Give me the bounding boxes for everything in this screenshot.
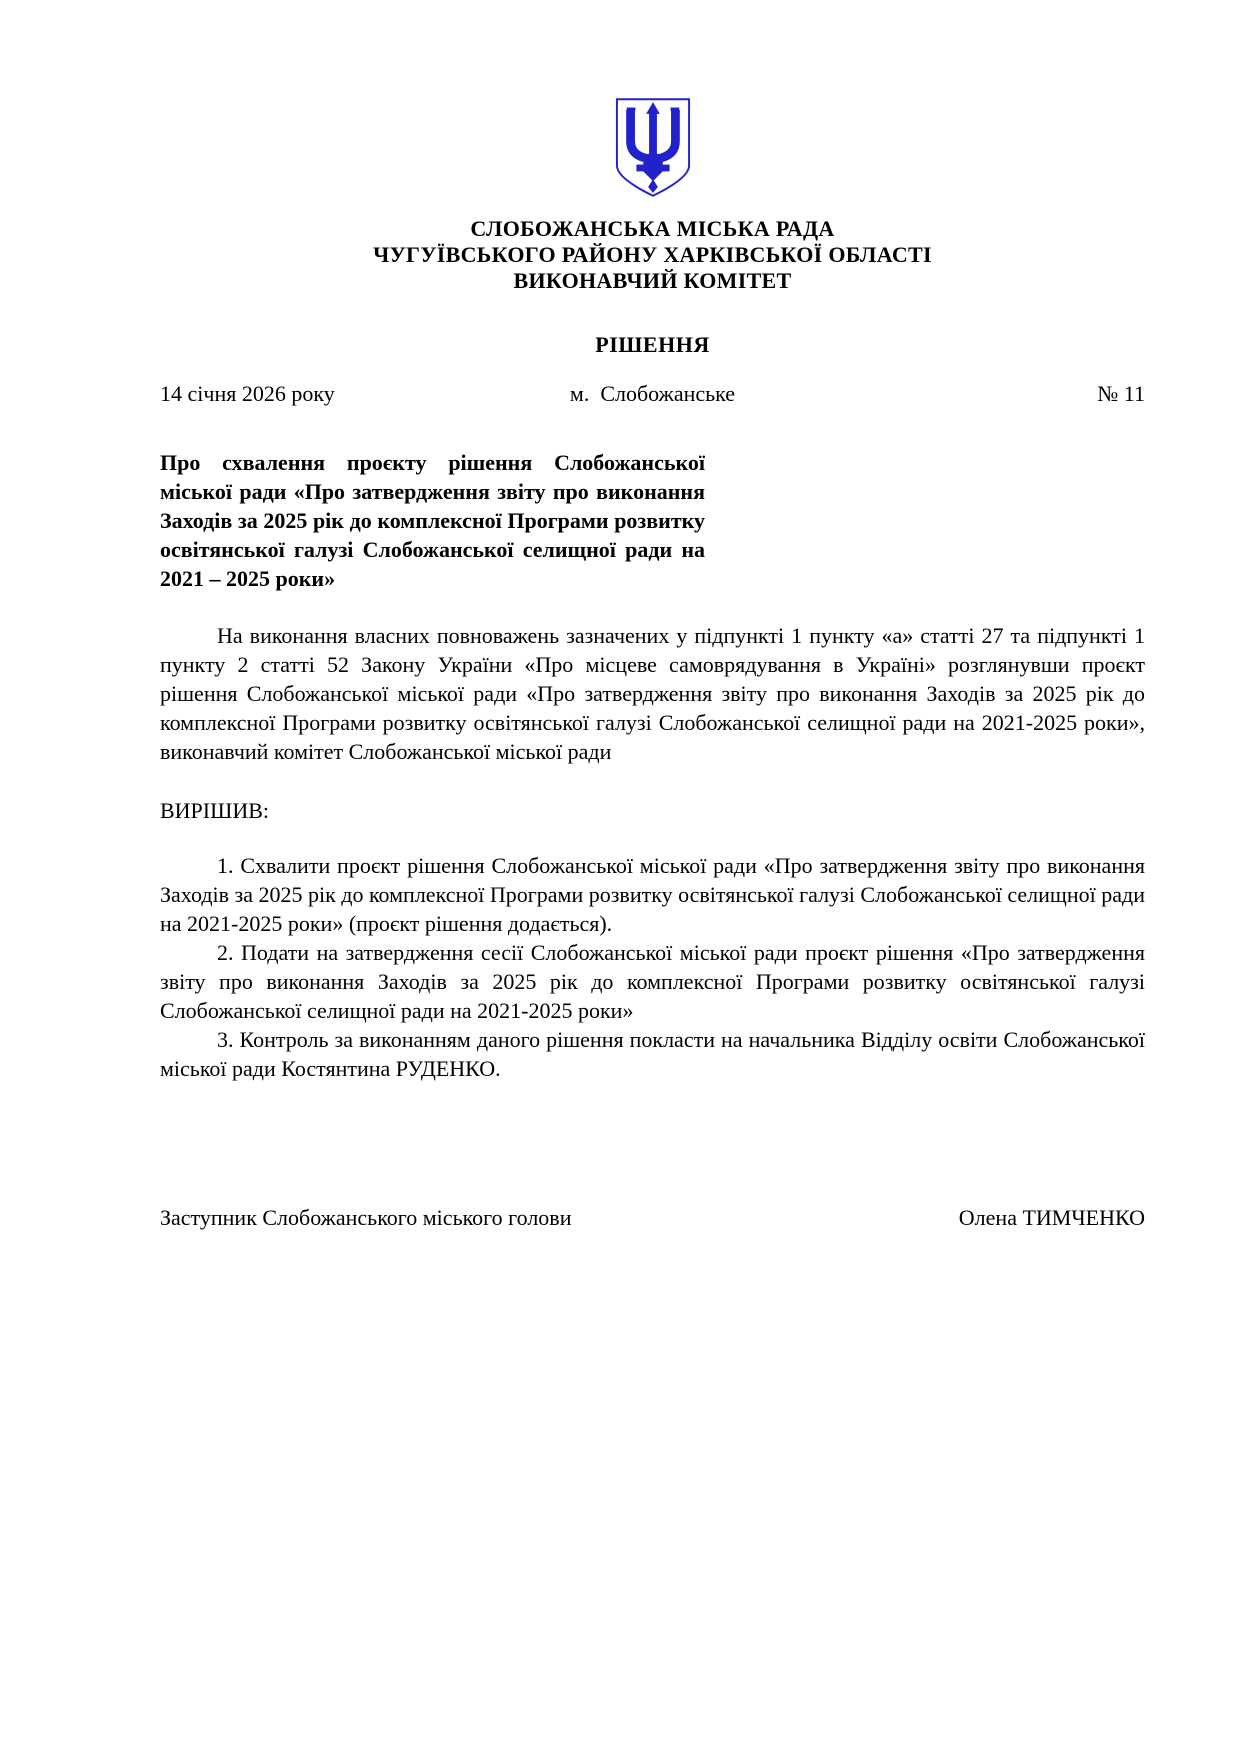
document-date: 14 січня 2026 року <box>160 381 335 406</box>
resolution-items <box>160 851 1145 1083</box>
tryzub-emblem-icon <box>614 95 692 201</box>
resolution-item-2: 2. Подати на затвердження сесії Слобожанської міської ради проєкт рішення «Про затвердження звіту про виконання Заходів за 2025 рік до комплексної Програми розвитку освітянської галузі Слобожанської селищної ради на 2021-2025 роки» <box>160 940 1145 1023</box>
org-name-line1: СЛОБОЖАНСЬКА МІСЬКА РАДА <box>470 216 835 241</box>
signatory-name: Олена ТИМЧЕНКО <box>958 1205 1145 1230</box>
signature-row <box>160 1203 1145 1232</box>
resolution-item-1: 1. Схвалити проєкт рішення Слобожанської міської ради «Про затвердження звіту про виконання Заходів за 2025 рік до комплексної Програми розвитку освітянської галузі Слобожанської селищної ради на 2021-2025 роки» (проєкт рішення додається). <box>160 853 1145 936</box>
document-number: № 11 <box>1097 381 1145 406</box>
organization-header <box>160 216 1145 294</box>
org-name-line3: ВИКОНАВЧИЙ КОМІТЕТ <box>513 268 792 293</box>
document-type-title: РІШЕННЯ <box>595 332 710 357</box>
document-subject: Про схвалення проєкту рішення Слобожанської міської ради «Про затвердження звіту про виконання Заходів за 2025 рік до комплексної Програми розвитку освітянської галузі Слобожанської селищної ради на 2021 – 2025 роки» <box>160 450 705 591</box>
resolution-item-3: 3. Контроль за виконанням даного рішення покласти на начальника Відділу освіти Слобожанської міської ради Костянтина РУДЕНКО. <box>160 1027 1145 1081</box>
document-place: м. Слобожанське <box>569 381 736 406</box>
org-name-line2: ЧУГУЇВСЬКОГО РАЙОНУ ХАРКІВСЬКОЇ ОБЛАСТІ <box>373 242 932 267</box>
preamble-paragraph: На виконання власних повноважень зазначених у підпункті 1 пункту «а» статті 27 та підпункті 1 пункту 2 статті 52 Закону України «Про місцеве самоврядування в Україні» розглянувши проєкт рішення Слобожанської міської ради «Про затвердження звіту про виконання Заходів за 2025 рік до комплексної Програми розвитку освітянської галузі Слобожанської селищної ради на 2021-2025 роки», виконавчий комітет Слобожанської міської ради <box>160 623 1145 764</box>
emblem-container <box>160 95 1145 208</box>
signatory-position: Заступник Слобожанського міського голови <box>160 1205 572 1230</box>
document-meta-row <box>160 379 1145 408</box>
resolution-keyword: ВИРІШИВ: <box>160 798 269 823</box>
